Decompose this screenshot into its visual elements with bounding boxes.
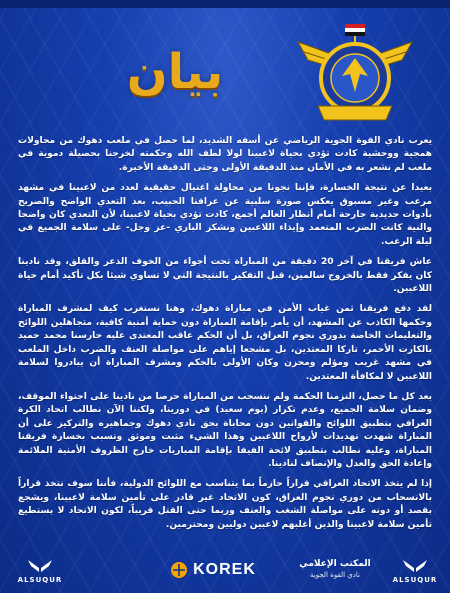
statement-body bbox=[18, 135, 432, 541]
paragraph-5: بعد كل ما حصل، التزمنا الحكمة ولم ننسحب من المباراة حرصا من نادينا على احتواء الموقف، وضمان سلامة الجميع، وعدم تكرار (يوم سعيد) في دورينا، ولكننا الآن نطالب اتحاد الكرة العراقي بتطبيق اللوائح والقوانين دون محاباة بحق نادي دهوك وجماهيره والتركيز على أن المباراة شهدت تهديدات لأرواح اللاعبين وهذا الشيء مثبت وموثق وتسبب بخسارة فريقنا المباراة، وعليه نطالب بتطبيق لائحة الفيفا بإقامة المباريات خارج الظروف الأمنية الملائمة وإعادة الحق والعدل والإنصاف لنادينا. bbox=[18, 391, 432, 469]
footer-sponsor bbox=[158, 551, 268, 589]
media-office-title: المكتب الإعلامي bbox=[299, 559, 371, 569]
sponsor-name: KOREK bbox=[193, 561, 256, 578]
korek-logo-icon bbox=[170, 561, 188, 579]
club-logo bbox=[290, 6, 420, 130]
footer-right-brand bbox=[385, 551, 445, 589]
media-office-sub: نادي القوة الجوية bbox=[310, 571, 360, 579]
paragraph-3: عاش فريقنا في آخر 20 دقيقة من المباراة تحت أجواء من الخوف الذعر والقلق، وقد نادينا كان يفكر فقط بالخروج سالمين، قبل التفكير بالنتيجة التي لا تساوي شيئا بكل تأكيد أمام حياة اللاعبين. bbox=[18, 257, 432, 295]
paragraph-6: إذا لم يتخذ الاتحاد العراقي قراراً حازماً بما يتناسب مع اللوائح الدولية، فأننا سوف نتخذ قراراً بالانسحاب من دوري نجوم العراق، كون الاتحاد غير قادر على تأمين سلامة لاعبينا، ويشجع بقصد أو دونه على مواصلة الشغب والعنف وربما حتى القتل قريباً، لكون الاتحاد لا يستطيع تأمين سلامة لاعبينا والذين أغلبهم لاعبين دوليين ومحترمين. bbox=[18, 479, 432, 530]
footer bbox=[0, 545, 450, 593]
footer-media-office bbox=[290, 551, 380, 589]
right-brand-text: ALSUQUR bbox=[392, 576, 438, 584]
page-title: بيان bbox=[126, 44, 224, 100]
left-brand-text: ALSUQUR bbox=[17, 576, 63, 584]
wings-icon bbox=[27, 556, 53, 574]
paragraph-2: بعيدا عن نتيجة الخسارة، فإننا نجونا من محاولة اغتيال حقيقية لعدد من لاعبينا في مشهد مرعب وغير مسبوق يعكس صورة سلبية عن عراقنا الحبيب، بعد التعدي الواضح والصريح بأدوات حديدية جارحة أمام أنظار العالم أجمع، كادت تؤدي بحياة لاعبينا، لأن التعدي كان واضحا والنية كانت الضرب المتعمد وإيذاء اللاعبين ونشكر الباري -عز وجل- على سلامة الجميع في ليلة الرعب. bbox=[18, 183, 432, 247]
wings-icon bbox=[402, 556, 428, 574]
paragraph-1: يعرب نادي القوة الجوية الرياضي عن أسفه الشديد، لما حصل في ملعب دهوك من محاولات همجية ووحشية كادت تؤدي بحياة لاعبينا لولا لطف الله وحكمته لخرجنا بحصيلة دموية في ملعب لم نشعر به في الأمان منذ الدقيقة الأولى وحتى الدقيقة الأخيرة. bbox=[18, 136, 432, 173]
footer-left-brand bbox=[10, 551, 70, 589]
paragraph-4: لقد دفع فريقنا ثمن غياب الأمن في مباراة دهوك، وهنا نستغرب كيف لمشرف المباراة وحكمها الكاذب عن المشهد، أن يأمر بإقامة المباراة دون حماية أمنية كافية، متجاهلين اللوائح والتعليمات الخاصة بدوري نجوم العراق، بل أن الحكم عاقب المعتدى عليه حارسنا محمد حميد بالكارت الأحمر، تاركا المعتدين، بل مشجعا إياهم على مواصلة العنف والضرب داخل الملعب في مشهد غريب ومؤلم ومحزن وكان الأولى بالحكم ومشرف المباراة أن يبادروا لسلامة اللاعبين لا لمكافأة المعتدين. bbox=[18, 304, 432, 382]
